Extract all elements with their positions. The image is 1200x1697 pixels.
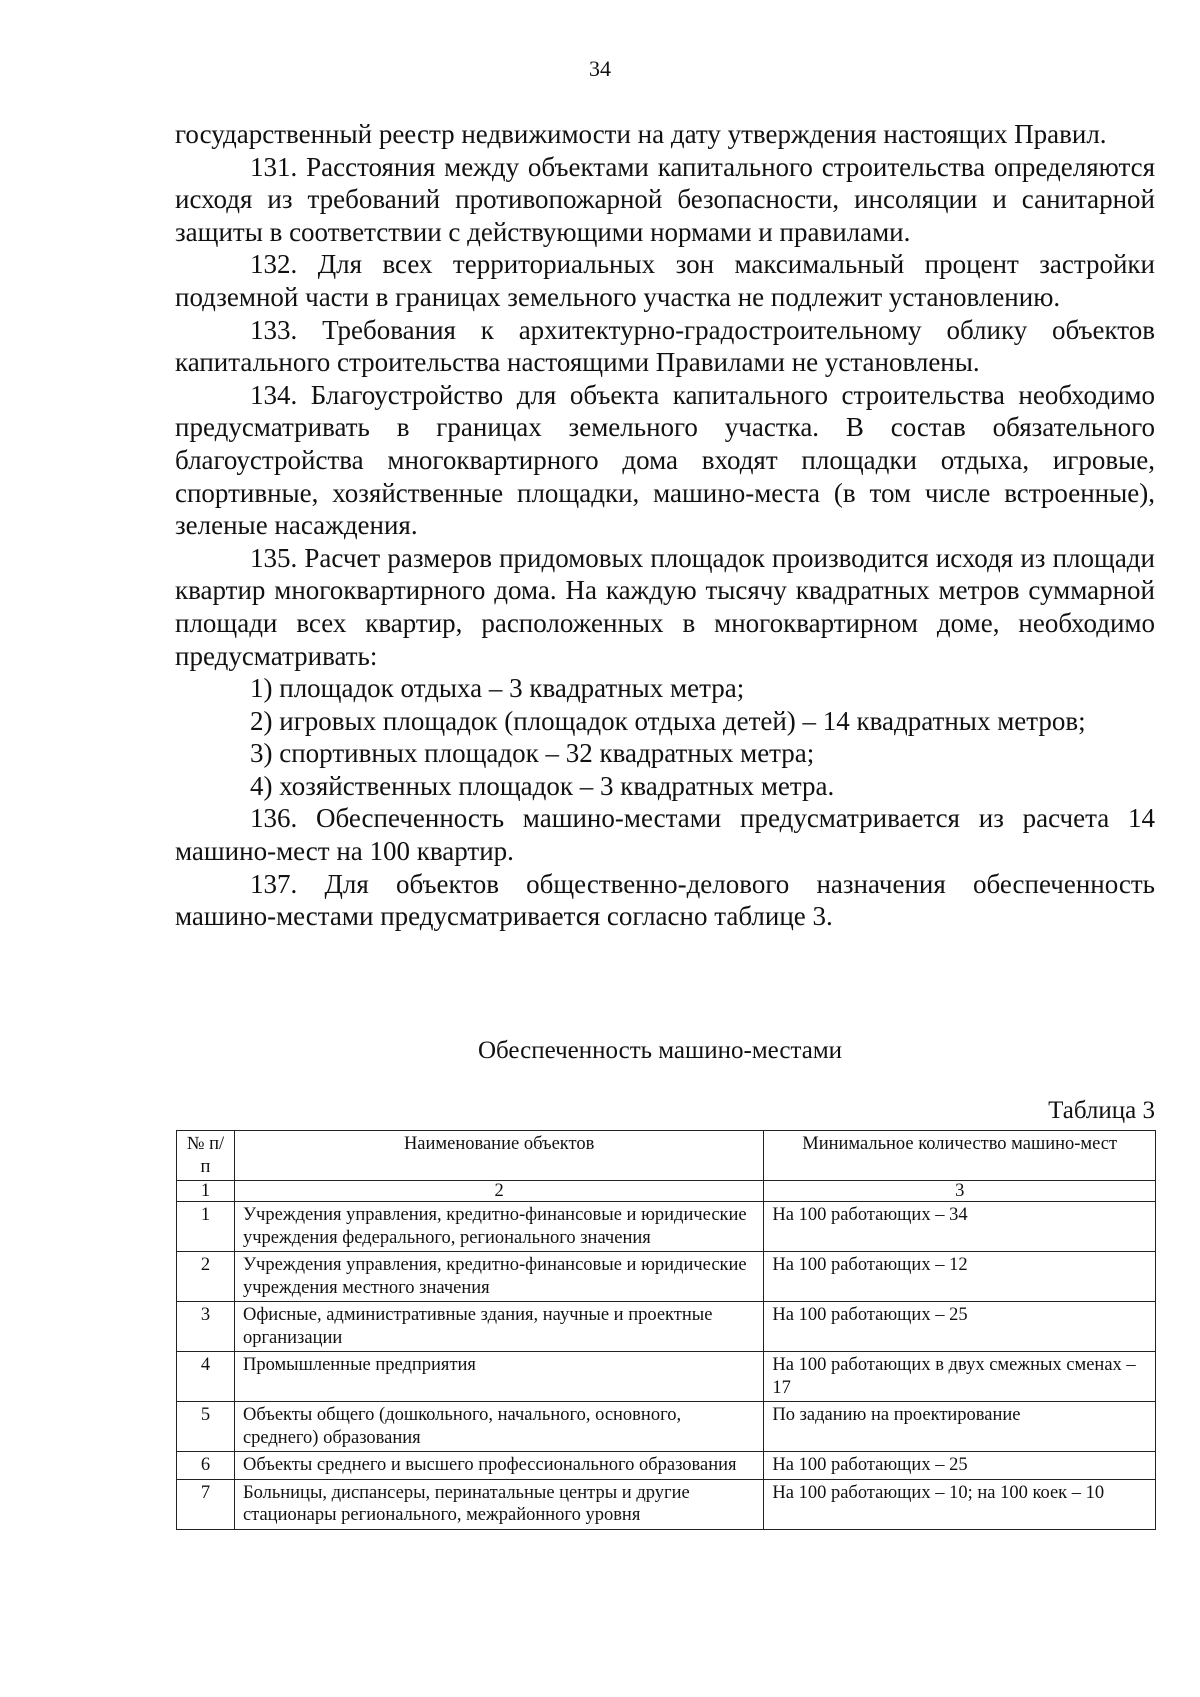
table-row [177, 1352, 1156, 1402]
parking-table [176, 1130, 1156, 1530]
table-heading: Обеспеченность машино-местами [477, 1037, 843, 1064]
header-number: № п/п [177, 1131, 235, 1181]
row-number: 7 [177, 1479, 235, 1529]
column-number: 1 [177, 1181, 235, 1202]
page-number: 34 [589, 56, 611, 81]
min-spaces: По заданию на проектирование [764, 1402, 1156, 1452]
list-item: 3) спортивных площадок – 32 квадратных метра; [250, 738, 815, 769]
table-row [177, 1402, 1156, 1452]
min-spaces: На 100 работающих – 34 [764, 1202, 1156, 1252]
object-name: Промышленные предприятия [234, 1352, 763, 1402]
row-number: 3 [177, 1302, 235, 1352]
list-item: 4) хозяйственных площадок – 3 квадратных метра. [250, 770, 835, 801]
object-name: Больницы, диспансеры, перинатальные центры и другие стационары регионального, межрайонного уровня [234, 1479, 763, 1529]
document-body [175, 118, 1155, 933]
row-number: 4 [177, 1352, 235, 1402]
min-spaces: На 100 работающих – 25 [764, 1302, 1156, 1352]
min-spaces: На 100 работающих – 25 [764, 1452, 1156, 1480]
header-min-spaces: Минимальное количество машино-мест [764, 1131, 1156, 1181]
paragraph-131: 131. Расстояния между объектами капитального строительства определяются исходя из требований противопожарной безопасности, инсоляции и санитарной защиты в соответствии с действующими нормами и правилами. [175, 151, 1155, 247]
column-number: 3 [764, 1181, 1156, 1202]
object-name: Объекты общего (дошкольного, начального, основного, среднего) образования [234, 1402, 763, 1452]
object-name: Учреждения управления, кредитно-финансовые и юридические учреждения местного значения [234, 1252, 763, 1302]
object-name: Офисные, административные здания, научные и проектные организации [234, 1302, 763, 1352]
paragraph-135: 135. Расчет размеров придомовых площадок производится исходя из площади квартир многоквартирного дома. На каждую тысячу квадратных метров суммарной площади всех квартир, расположенных в многоквартирном доме, необходимо предусматривать: [175, 542, 1155, 671]
paragraph-136: 136. Обеспеченность машино-местами предусматривается из расчета 14 машино-мест на 100 квартир. [175, 803, 1155, 867]
table-row [177, 1452, 1156, 1480]
paragraph-133: 133. Требования к архитектурно-градостроительному облику объектов капитального строительства настоящими Правилами не установлены. [175, 314, 1155, 378]
paragraph-134: 134. Благоустройство для объекта капитального строительства необходимо предусматривать в границах земельного участка. В состав обязательного благоустройства многоквартирного дома входят площадки отдыха, игровые, спортивные, хозяйственные площадки, машино-места (в том числе встроенные), зеленые насаждения. [175, 379, 1155, 541]
row-number: 5 [177, 1402, 235, 1452]
row-number: 6 [177, 1452, 235, 1480]
list-item: 1) площадок отдыха – 3 квадратных метра; [250, 673, 745, 704]
row-number: 2 [177, 1252, 235, 1302]
table-row [177, 1302, 1156, 1352]
column-number: 2 [234, 1181, 763, 1202]
min-spaces: На 100 работающих в двух смежных сменах – 17 [764, 1352, 1156, 1402]
row-number: 1 [177, 1202, 235, 1252]
list-item: 2) игровых площадок (площадок отдыха детей) – 14 квадратных метров; [250, 705, 1086, 736]
column-number-row [177, 1181, 1156, 1202]
min-spaces: На 100 работающих – 10; на 100 коек – 10 [764, 1479, 1156, 1529]
paragraph-132: 132. Для всех территориальных зон максимальный процент застройки подземной части в границах земельного участка не подлежит установлению. [175, 249, 1155, 312]
table-header-row [177, 1131, 1156, 1181]
paragraph-137: 137. Для объектов общественно-делового назначения обеспеченность машино-местами предусматривается согласно таблице 3. [175, 868, 1155, 932]
table-row [177, 1202, 1156, 1252]
object-name: Учреждения управления, кредитно-финансовые и юридические учреждения федерального, регионального значения [234, 1202, 763, 1252]
header-object-name: Наименование объектов [234, 1131, 763, 1181]
paragraph: государственный реестр недвижимости на дату утверждения настоящих Правил. [175, 119, 1107, 149]
object-name: Объекты среднего и высшего профессионального образования [234, 1452, 763, 1480]
table-row [177, 1252, 1156, 1302]
min-spaces: На 100 работающих – 12 [764, 1252, 1156, 1302]
table-row [177, 1479, 1156, 1529]
table-caption: Таблица 3 [1048, 1097, 1155, 1124]
